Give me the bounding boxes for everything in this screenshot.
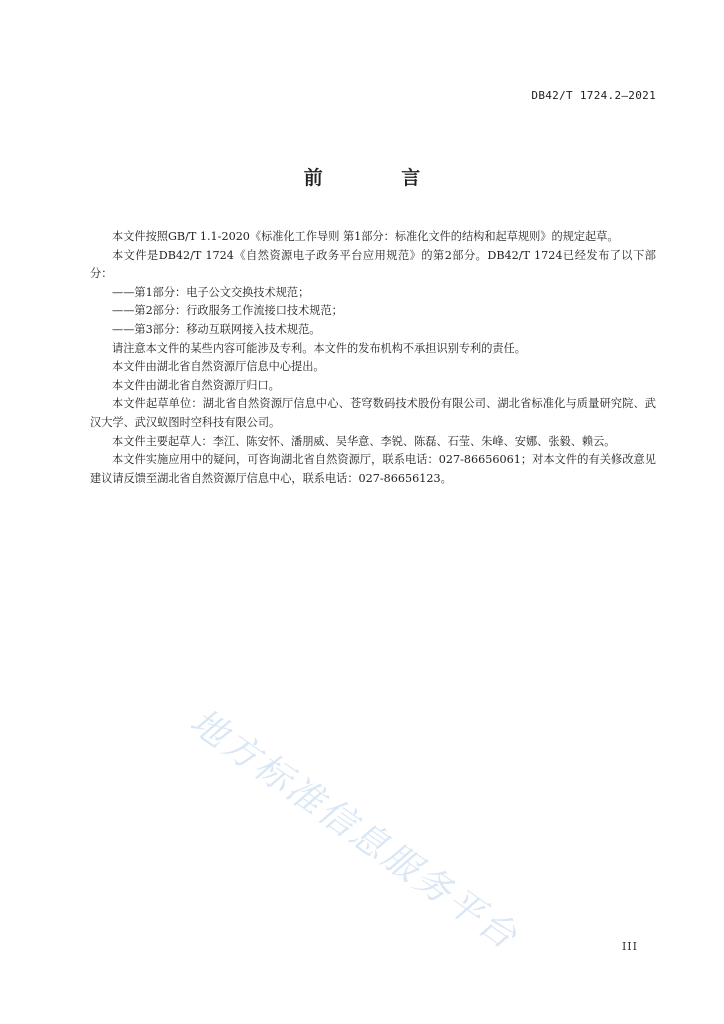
paragraph-proposer: 本文件由湖北省自然资源厅信息中心提出。 — [112, 360, 325, 374]
list-item-part1: ——第1部分：电子公文交换技术规范； — [112, 285, 310, 299]
foreword-body — [90, 228, 656, 488]
document-code: DB42/T 1724.2—2021 — [531, 89, 656, 102]
list-item-part2: ——第2部分：行政服务工作流接口技术规范； — [112, 304, 343, 318]
paragraph-contact: 本文件实施应用中的疑问，可咨询湖北省自然资源厅，联系电话：027-86656061；对本文件的有关修改意见建议请反馈至湖北省自然资源厅信息中心，联系电话：027-86656123。 — [90, 453, 656, 485]
list-item-part3: ——第3部分：移动互联网接入技术规范。 — [112, 322, 321, 336]
paragraph-drafters: 本文件主要起草人：李江、陈安怀、潘朋威、吴华意、李锐、陈磊、石莹、朱峰、安娜、张毅、赖云。 — [112, 434, 616, 448]
watermark: 地方标准信息服务平台 — [182, 701, 526, 959]
paragraph-series-info: 本文件是DB42/T 1724《自然资源电子政务平台应用规范》的第2部分。DB42/T 1724已经发布了以下部分： — [90, 248, 656, 281]
page-title: 前 言 — [303, 167, 457, 189]
page-number: III — [621, 940, 638, 953]
paragraph-drafting-units: 本文件起草单位：湖北省自然资源厅信息中心、苍穹数码技术股份有限公司、湖北省标准化与质量研究院、武汉大学、武汉蚁图时空科技有限公司。 — [90, 397, 656, 429]
paragraph-patent-notice: 请注意本文件的某些内容可能涉及专利。本文件的发布机构不承担识别专利的责任。 — [112, 341, 526, 355]
paragraph-standard-basis: 本文件按照GB/T 1.1-2020《标准化工作导则 第1部分：标准化文件的结构和起草规则》的规定起草。 — [112, 230, 619, 243]
paragraph-administrator: 本文件由湖北省自然资源厅归口。 — [112, 378, 280, 392]
